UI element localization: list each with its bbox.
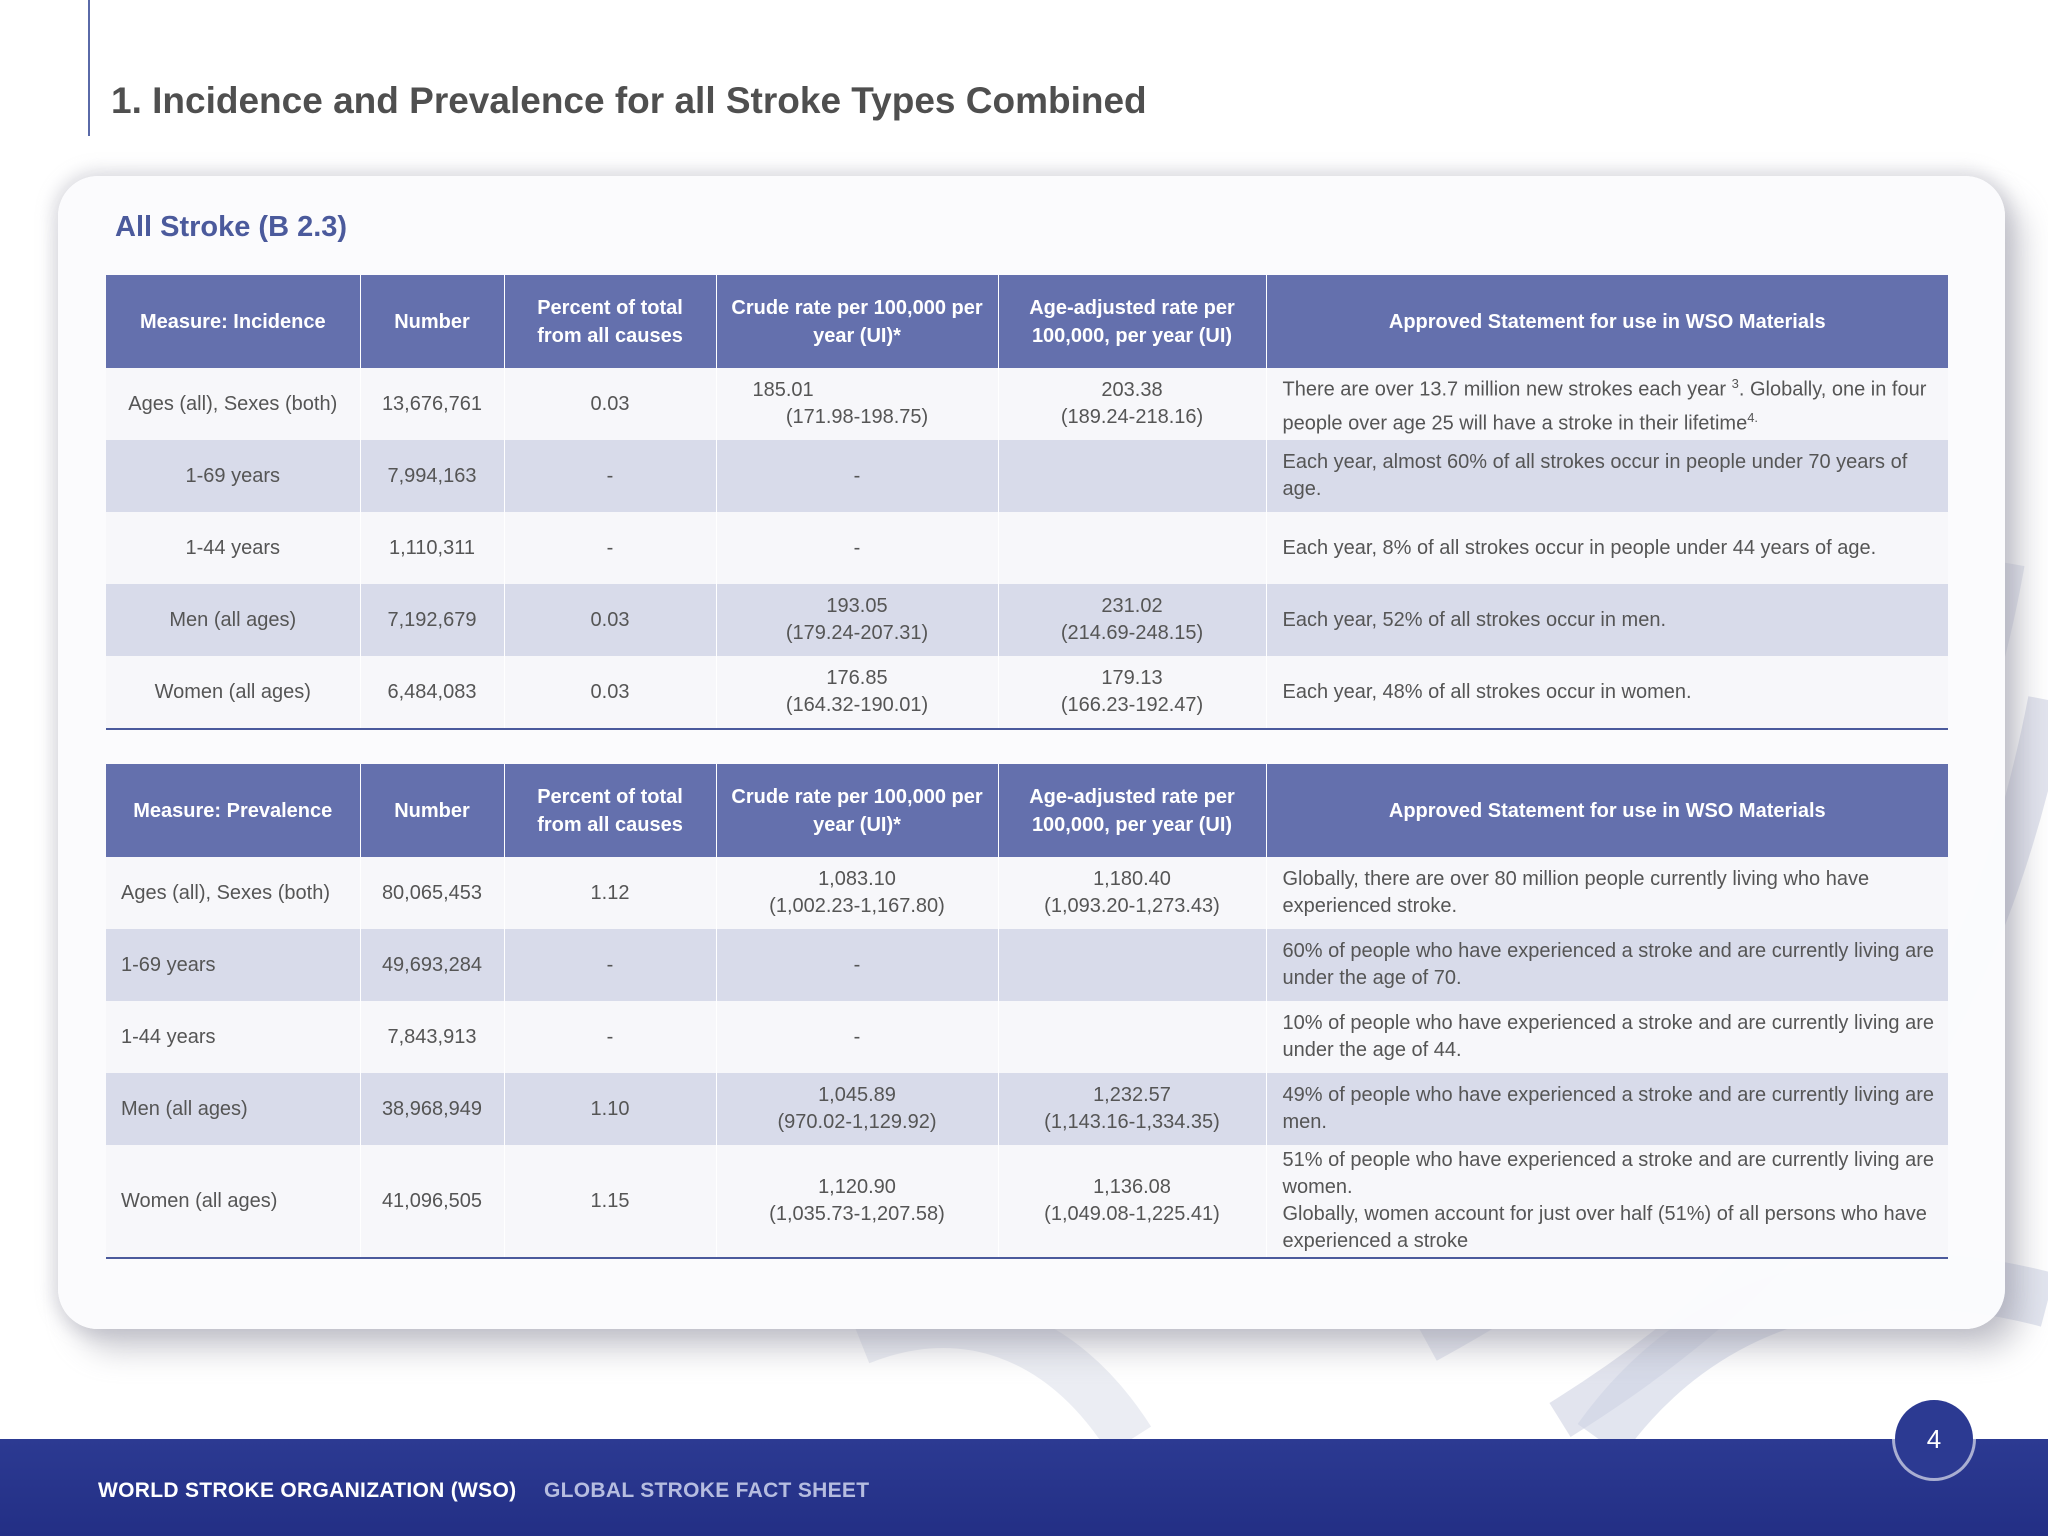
table-row <box>106 656 1948 729</box>
number-cell: 41,096,505 <box>360 1145 504 1258</box>
adjusted-rate-cell <box>998 368 1266 440</box>
crude-rate-cell <box>716 584 998 656</box>
footnote-ref: 3 <box>1731 376 1739 392</box>
crude-rate-cell <box>716 368 998 440</box>
footnote-ref: 4. <box>1747 410 1759 425</box>
adjusted-rate-value: 1,136.08 <box>1093 1176 1171 1198</box>
number-cell: 7,994,163 <box>360 440 504 512</box>
incidence-header-row <box>106 275 1948 368</box>
crude-rate-cell: - <box>716 1001 998 1073</box>
percent-cell: 0.03 <box>504 656 716 729</box>
adjusted-rate-value: 203.38 <box>1101 379 1163 401</box>
crude-rate-ui: (970.02-1,129.92) <box>777 1111 937 1133</box>
crude-rate-cell: - <box>716 440 998 512</box>
table-row <box>106 512 1948 584</box>
adjusted-rate-value: 231.02 <box>1101 595 1163 617</box>
crude-rate-ui: (179.24-207.31) <box>785 622 929 644</box>
crude-rate-value: 185.01 <box>752 379 814 401</box>
adjusted-rate-cell <box>998 440 1266 512</box>
adjusted-rate-cell <box>998 656 1266 729</box>
prevalence-table <box>106 764 1948 1259</box>
footer-bar <box>0 1439 2048 1536</box>
statement-cell: Each year, 8% of all strokes occur in people under 44 years of age. <box>1266 512 1948 584</box>
crude-rate-cell: - <box>716 929 998 1001</box>
number-cell: 13,676,761 <box>360 368 504 440</box>
measure-cell: 1-69 years <box>106 929 360 1001</box>
measure-cell: Women (all ages) <box>106 1145 360 1258</box>
percent-cell: - <box>504 512 716 584</box>
table-row <box>106 1073 1948 1145</box>
statement-cell: 49% of people who have experienced a stroke and are currently living are men. <box>1266 1073 1948 1145</box>
statement-cell: Globally, there are over 80 million people currently living who have experienced stroke. <box>1266 857 1948 929</box>
crude-rate-value: 1,120.90 <box>818 1176 896 1198</box>
statement-text-cont: . Globally, one in four people over age 25 will have a stroke in their lifetime <box>1282 379 1927 435</box>
top-accent-rule <box>88 0 90 136</box>
measure-cell: Women (all ages) <box>106 656 360 729</box>
percent-cell: 1.12 <box>504 857 716 929</box>
adjusted-rate-cell <box>998 1073 1266 1145</box>
adjusted-rate-ui: (1,143.16-1,334.35) <box>1044 1111 1220 1133</box>
crude-rate-cell <box>716 656 998 729</box>
measure-cell: Men (all ages) <box>106 584 360 656</box>
adjusted-rate-cell <box>998 857 1266 929</box>
statement-text: 51% of people who have experienced a stroke and are currently living are women. <box>1282 1149 1935 1198</box>
measure-cell: Ages (all), Sexes (both) <box>106 368 360 440</box>
table-row <box>106 857 1948 929</box>
percent-cell: 1.15 <box>504 1145 716 1258</box>
measure-cell: 1-44 years <box>106 512 360 584</box>
table-row <box>106 584 1948 656</box>
adjusted-rate-cell <box>998 1145 1266 1258</box>
col-header-statement: Approved Statement for use in WSO Materials <box>1266 764 1948 857</box>
statement-cell <box>1266 368 1948 440</box>
prevalence-header-row <box>106 764 1948 857</box>
adjusted-rate-cell <box>998 1001 1266 1073</box>
adjusted-rate-cell <box>998 584 1266 656</box>
percent-cell: - <box>504 440 716 512</box>
col-header-age-adjusted-rate: Age-adjusted rate per 100,000, per year (UI) <box>998 275 1266 368</box>
table-row <box>106 1001 1948 1073</box>
crude-rate-cell <box>716 857 998 929</box>
measure-cell: 1-69 years <box>106 440 360 512</box>
col-header-crude-rate: Crude rate per 100,000 per year (UI)* <box>716 764 998 857</box>
crude-rate-cell: - <box>716 512 998 584</box>
table-row <box>106 929 1948 1001</box>
measure-cell: 1-44 years <box>106 1001 360 1073</box>
crude-rate-cell <box>716 1145 998 1258</box>
statement-cell: Each year, 48% of all strokes occur in women. <box>1266 656 1948 729</box>
crude-rate-value: 176.85 <box>826 667 888 689</box>
statement-text: There are over 13.7 million new strokes each year <box>1282 379 1727 401</box>
footer-sheet-name: GLOBAL STROKE FACT SHEET <box>544 1479 870 1502</box>
number-cell: 1,110,311 <box>360 512 504 584</box>
adjusted-rate-value: 1,232.57 <box>1093 1084 1171 1106</box>
adjusted-rate-cell <box>998 512 1266 584</box>
measure-cell: Ages (all), Sexes (both) <box>106 857 360 929</box>
adjusted-rate-cell <box>998 929 1266 1001</box>
incidence-table <box>106 275 1948 730</box>
statement-cell <box>1266 1145 1948 1258</box>
crude-rate-ui: (164.32-190.01) <box>785 694 929 716</box>
percent-cell: 0.03 <box>504 368 716 440</box>
statement-cell: 60% of people who have experienced a stroke and are currently living are under the age of 70. <box>1266 929 1948 1001</box>
percent-cell: 0.03 <box>504 584 716 656</box>
col-header-percent: Percent of total from all causes <box>504 275 716 368</box>
crude-rate-cell <box>716 1073 998 1145</box>
number-cell: 6,484,083 <box>360 656 504 729</box>
col-header-measure: Measure: Prevalence <box>106 764 360 857</box>
adjusted-rate-ui: (1,093.20-1,273.43) <box>1044 895 1220 917</box>
table-row <box>106 368 1948 440</box>
crude-rate-value: 1,045.89 <box>818 1084 896 1106</box>
crude-rate-value: 193.05 <box>826 595 888 617</box>
percent-cell: - <box>504 1001 716 1073</box>
number-cell: 38,968,949 <box>360 1073 504 1145</box>
col-header-crude-rate: Crude rate per 100,000 per year (UI)* <box>716 275 998 368</box>
table-row <box>106 440 1948 512</box>
page-title: 1. Incidence and Prevalence for all Stroke Types Combined <box>111 80 1147 121</box>
statement-cell: Each year, 52% of all strokes occur in men. <box>1266 584 1948 656</box>
page-number: 4 <box>1895 1400 1973 1478</box>
percent-cell: 1.10 <box>504 1073 716 1145</box>
number-cell: 80,065,453 <box>360 857 504 929</box>
statement-extra-text: Globally, women account for just over half (51%) of all persons who have experienced a stroke <box>1282 1203 1927 1252</box>
adjusted-rate-ui: (166.23-192.47) <box>1060 694 1204 716</box>
adjusted-rate-value: 1,180.40 <box>1093 868 1171 890</box>
crude-rate-value: 1,083.10 <box>818 868 896 890</box>
number-cell: 7,843,913 <box>360 1001 504 1073</box>
col-header-measure: Measure: Incidence <box>106 275 360 368</box>
crude-rate-ui: (171.98-198.75) <box>785 406 929 428</box>
col-header-statement: Approved Statement for use in WSO Materials <box>1266 275 1948 368</box>
footer-org-name: WORLD STROKE ORGANIZATION (WSO) <box>98 1479 517 1502</box>
col-header-number: Number <box>360 764 504 857</box>
table-row <box>106 1145 1948 1258</box>
number-cell: 7,192,679 <box>360 584 504 656</box>
adjusted-rate-ui: (1,049.08-1,225.41) <box>1044 1203 1220 1225</box>
col-header-age-adjusted-rate: Age-adjusted rate per 100,000, per year (UI) <box>998 764 1266 857</box>
crude-rate-ui: (1,002.23-1,167.80) <box>769 895 945 917</box>
adjusted-rate-value: 179.13 <box>1101 667 1163 689</box>
statement-cell: Each year, almost 60% of all strokes occur in people under 70 years of age. <box>1266 440 1948 512</box>
adjusted-rate-ui: (214.69-248.15) <box>1060 622 1204 644</box>
col-header-percent: Percent of total from all causes <box>504 764 716 857</box>
section-title: All Stroke (B 2.3) <box>115 211 348 243</box>
percent-cell: - <box>504 929 716 1001</box>
measure-cell: Men (all ages) <box>106 1073 360 1145</box>
col-header-number: Number <box>360 275 504 368</box>
statement-cell: 10% of people who have experienced a stroke and are currently living are under the age of 44. <box>1266 1001 1948 1073</box>
adjusted-rate-ui: (189.24-218.16) <box>1060 406 1204 428</box>
number-cell: 49,693,284 <box>360 929 504 1001</box>
crude-rate-ui: (1,035.73-1,207.58) <box>769 1203 945 1225</box>
